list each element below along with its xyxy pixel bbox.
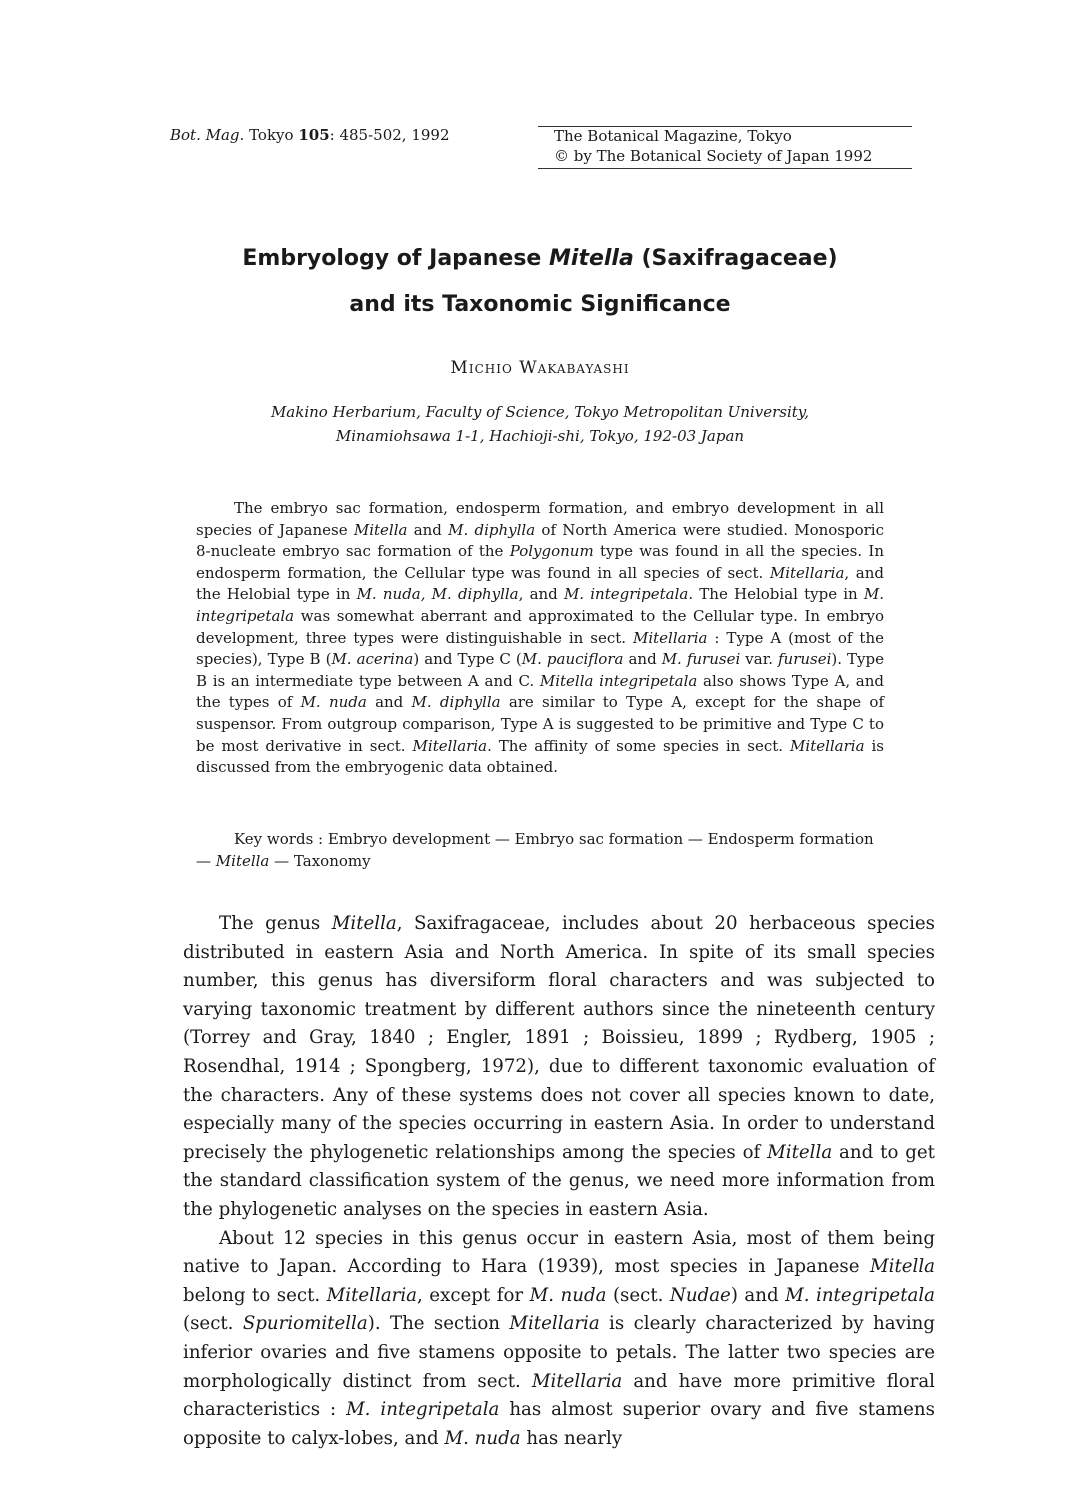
title-line-1: Embryology of Japanese Mitella (Saxifragaceae) — [242, 246, 838, 271]
copyright-line: © by The Botanical Society of Japan 1992 — [554, 147, 873, 165]
title-genus: Mitella — [549, 246, 634, 271]
journal-abbrev: Bot. Mag. — [170, 126, 245, 144]
keywords-paragraph: Key words : Embryo development — Embryo sac formation — Endosperm formation — Mitella — Taxonomy — [196, 830, 874, 870]
affiliation-line-1: Makino Herbarium, Faculty of Science, Tokyo Metropolitan University, — [270, 403, 810, 421]
journal-rule-top — [538, 126, 912, 127]
volume-number: 105 — [298, 126, 330, 144]
paper-title — [0, 236, 1080, 328]
citation-line — [170, 126, 450, 144]
body-paragraph-2: About 12 species in this genus occur in eastern Asia, most of them being native to Japan. According to Hara (1939), most species in Japanese Mitella belong to sect. Mitellaria, except for M. nuda (sect. Nudae) and M. integripetala (sect. Spuriomitella). The section Mitellaria is clearly characterized by having inferior ovaries and five stamens opposite to petals. The latter two species are morphologically distinct from sect. Mitellaria and have more primitive floral characteristics : M. integripetala has almost superior ovary and five stamens opposite to calyx-lobes, and M. nuda has nearly — [183, 1227, 936, 1449]
journal-rule-bottom — [538, 168, 912, 169]
title-line-2: and its Taxonomic Significance — [349, 292, 731, 317]
body-paragraph-1: The genus Mitella, Saxifragaceae, includes about 20 herbaceous species distributed in eastern Asia and North America. In spite of its small species number, this genus has diversiform floral characters and was subjected to varying taxonomic treatment by different authors since the nineteenth century (Torrey and Gray, 1840 ; Engler, 1891 ; Boissieu, 1899 ; Rydberg, 1905 ; Rosendhal, 1914 ; Spongberg, 1972), due to different taxonomic evaluation of the characters. Any of these systems does not cover all species known to date, especially many of the species occurring in eastern Asia. In order to understand precisely the phylogenetic relationships among the species of Mitella and to get the standard classification system of the genus, we need more information from the phylogenetic analyses on the species in eastern Asia. — [183, 913, 935, 1220]
keywords — [196, 828, 884, 872]
citation-city: Tokyo — [249, 126, 294, 144]
body-text — [183, 910, 935, 1453]
abstract — [196, 498, 884, 779]
abstract-paragraph: The embryo sac formation, endosperm formation, and embryo development in all species of Japanese Mitella and M. diphylla of North America were studied. Monosporic 8-nucleate embryo sac formation of the Polygonum type was found in all the species. In endosperm formation, the Cellular type was found in all species of sect. Mitellaria, and the Helobial type in M. nuda, M. diphylla, and M. integripetala. The Helobial type in M. integripetala was somewhat aberrant and approximated to the Cellular type. In embryo development, three types were distinguishable in sect. Mitellaria : Type A (most of the species), Type B (M. acerina) and Type C (M. pauciflora and M. furusei var. furusei). Type B is an intermediate type between A and C. Mitella integripetala also shows Type A, and the types of M. nuda and M. diphylla are similar to Type A, except for the shape of suspensor. From outgroup comparison, Type A is suggested to be primitive and Type C to be most derivative in sect. Mitellaria. The affinity of some species in sect. Mitellaria is discussed from the embryogenic data obtained. — [196, 499, 885, 777]
journal-name: The Botanical Magazine, Tokyo — [554, 127, 792, 145]
pages-year: : 485-502, 1992 — [329, 126, 450, 144]
affiliation-line-2: Minamiohsawa 1-1, Hachioji-shi, Tokyo, 192-03 Japan — [335, 427, 745, 445]
journal-box — [538, 126, 912, 166]
affiliation — [0, 400, 1080, 448]
author-name: Michio Wakabayashi — [450, 358, 630, 378]
